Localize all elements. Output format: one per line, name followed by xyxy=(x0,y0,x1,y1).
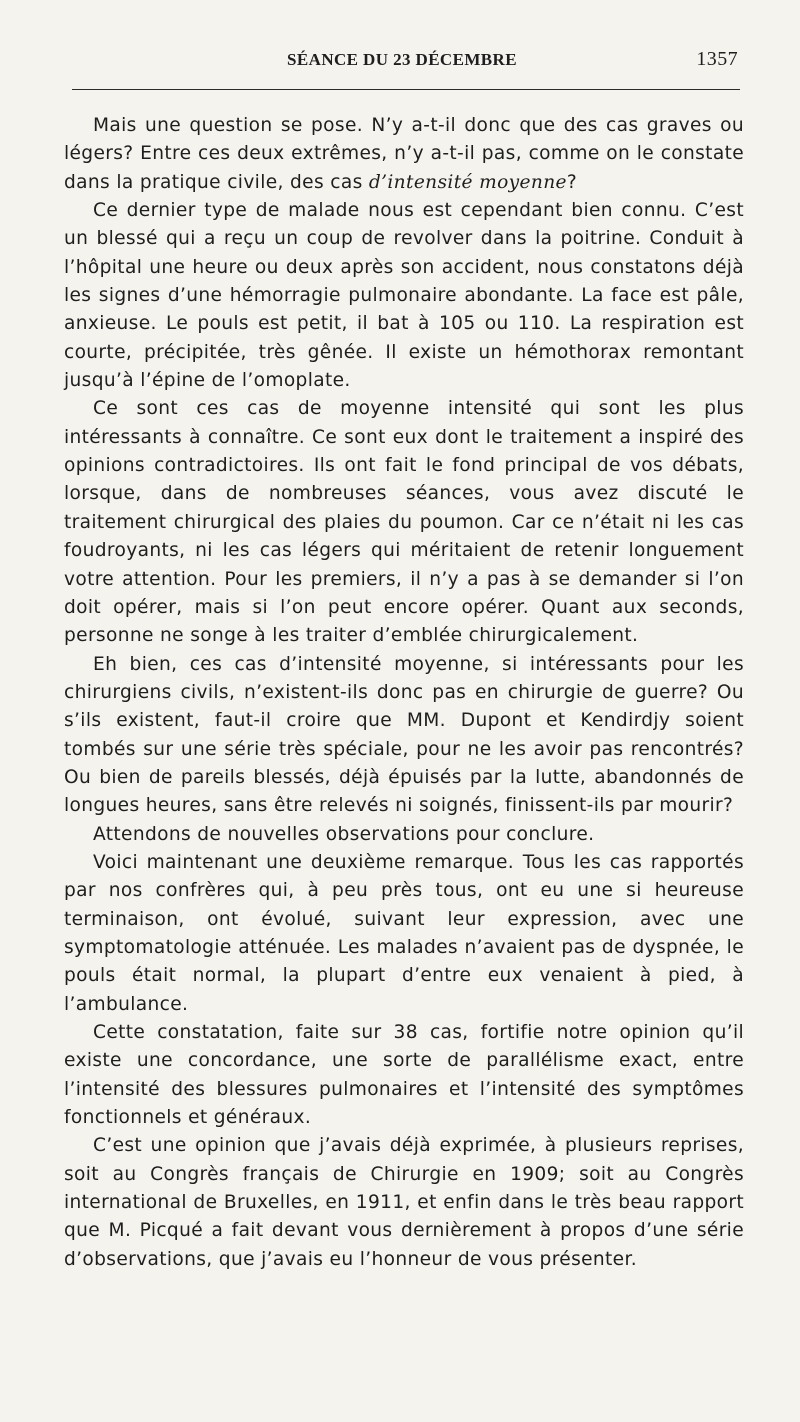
paragraph-1 xyxy=(64,112,744,197)
body-text xyxy=(64,112,744,1274)
paragraph-4: Eh bien, ces cas d’intensité moyenne, si intéressants pour les chirurgiens civils, n’existent-ils donc pas en chirurgie de guerre? Ou s’ils existent, faut-il croire que MM. Dupont et Kendirdjy soient tombés sur une série très spéciale, pour ne les avoir pas rencontrés? Ou bien de pareils blessés, déjà épuisés par la lutte, abandonnés de longues heures, sans être relevés ni soignés, finissent-ils par mourir? xyxy=(64,653,744,817)
header-rule xyxy=(72,89,740,90)
paragraph-2: Ce dernier type de malade nous est cependant bien connu. C’est un blessé qui a reçu un coup de revolver dans la poitrine. Conduit à l’hôpital une heure ou deux après son accident, nous constatons déjà les signes d’une hémorragie pulmonaire abondante. La face est pâle, anxieuse. Le pouls est petit, il bat à 105 ou 110. La respiration est courte, précipitée, très gênée. Il existe un hémothorax remontant jusqu’à l’épine de l’omoplate. xyxy=(64,200,744,392)
paragraph-5: Attendons de nouvelles observations pour conclure. xyxy=(93,823,595,845)
running-head-title: SÉANCE DU 23 DÉCEMBRE xyxy=(287,50,517,69)
paragraph-6: Voici maintenant une deuxième remarque. Tous les cas rapportés par nos confrères qui, à peu près tous, ont eu une si heureuse terminaison, ont évolué, suivant leur expression, avec une symptomatologie atténuée. Les malades n’avaient pas de dyspnée, le pouls était normal, la plupart d’entre eux venaient à pied, à l’ambulance. xyxy=(64,851,744,1015)
running-head xyxy=(64,50,740,74)
paragraph-3: Ce sont ces cas de moyenne intensité qui sont les plus intéressants à connaître. Ce sont eux dont le traitement a inspiré des opinions contradictoires. Ils ont fait le fond principal de vos débats, lorsque, dans de nombreuses séances, vous avez discuté le traitement chirurgical des plaies du poumon. Car ce n’était ni les cas foudroyants, ni les cas légers qui méritaient de retenir longuement votre attention. Pour les premiers, il n’y a pas à se demander si l’on doit opérer, mais si l’on peut encore opérer. Quant aux seconds, personne ne songe à les traiter d’emblée chirurgicalement. xyxy=(64,398,744,647)
paragraph-1-text: Mais une question se pose. N’y a-t-il donc que des cas graves ou légers? Entre ces deux extrêmes, n’y a-t-il pas, comme on le constate dans la pratique civile, des cas xyxy=(64,115,744,193)
paragraph-1-end: ? xyxy=(566,171,578,193)
italic-phrase: d’intensité moyenne xyxy=(368,171,567,193)
paragraph-7: Cette constatation, faite sur 38 cas, fortifie notre opinion qu’il existe une concordance, une sorte de parallélisme exact, entre l’intensité des blessures pulmonaires et l’intensité des symptômes fonctionnels et généraux. xyxy=(64,1022,744,1129)
page-number: 1357 xyxy=(696,48,738,70)
paragraph-8: C’est une opinion que j’avais déjà exprimée, à plusieurs reprises, soit au Congrès français de Chirurgie en 1909; soit au Congrès international de Bruxelles, en 1911, et enfin dans le très beau rapport que M. Picqué a fait devant vous dernièrement à propos d’une série d’observations, que j’avais eu l’honneur de vous présenter. xyxy=(64,1135,744,1270)
